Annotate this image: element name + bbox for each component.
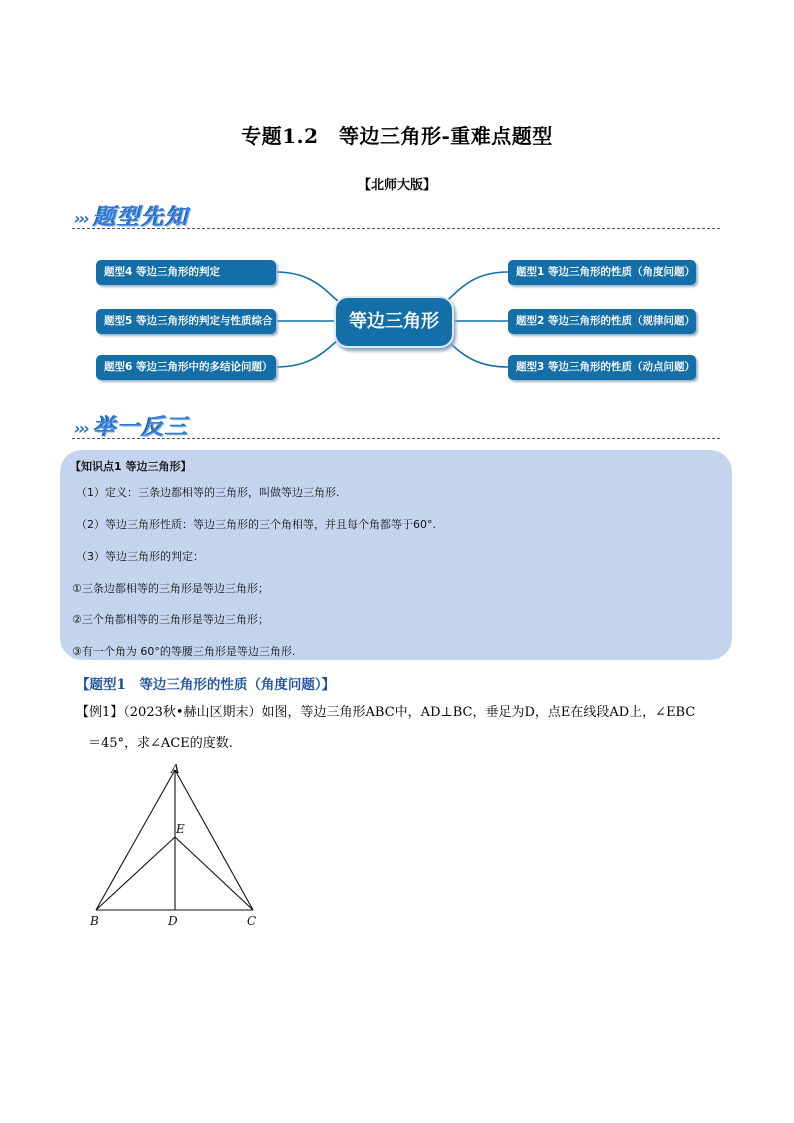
mindmap-center: 等边三角形 bbox=[334, 296, 454, 348]
knowledge-line: （3）等边三角形的判定： bbox=[76, 550, 204, 563]
mindmap-item-type2: 题型2 等边三角形的性质（规律问题） bbox=[508, 309, 696, 334]
banner-arrows-icon: ››› bbox=[74, 209, 88, 228]
practice-banner bbox=[74, 410, 189, 441]
mindmap-item-type1: 题型1 等边三角形的性质（角度问题） bbox=[508, 260, 696, 285]
divider bbox=[72, 438, 720, 439]
banner-arrows-icon: ››› bbox=[74, 419, 88, 438]
knowledge-line: （2）等边三角形性质：等边三角形的三个角相等，并且每个角都等于60°. bbox=[76, 518, 436, 531]
overview-banner-text: 题型先知 bbox=[93, 205, 190, 230]
connector-left-1 bbox=[276, 272, 345, 305]
knowledge-line: ①三条边都相等的三角形是等边三角形； bbox=[72, 582, 269, 595]
mindmap-item-type4: 题型4 等边三角形的判定 bbox=[96, 260, 276, 285]
example-line-1 bbox=[76, 698, 726, 728]
label-C: C bbox=[247, 914, 257, 928]
mindmap-item-type3: 题型3 等边三角形的性质（动点问题） bbox=[508, 355, 696, 380]
mindmap-item-type6: 题型6 等边三角形中的多结论问题） bbox=[96, 355, 276, 380]
segment-BE bbox=[96, 837, 175, 910]
triangle-figure bbox=[85, 760, 275, 935]
label-E: E bbox=[176, 822, 185, 836]
knowledge-title: 【知识点1 等边三角形】 bbox=[70, 460, 192, 473]
example-source: （2023秋•赫山区期末） bbox=[123, 705, 262, 720]
page-title: 专题1.2 等边三角形-重难点题型 bbox=[241, 124, 553, 148]
knowledge-line: （1）定义：三条边都相等的三角形，叫做等边三角形. bbox=[76, 486, 340, 499]
label-A: A bbox=[171, 762, 180, 776]
example-label: 【例1】 bbox=[76, 705, 124, 720]
mindmap-item-type5: 题型5 等边三角形的判定与性质综合 bbox=[96, 309, 276, 334]
label-B: B bbox=[90, 914, 99, 928]
practice-banner-text: 举一反三 bbox=[93, 415, 190, 440]
label-D: D bbox=[168, 914, 178, 928]
edition-label: 【北师大版】 bbox=[357, 178, 436, 193]
example-line-2: ＝45°，求∠ACE的度数. bbox=[88, 736, 233, 751]
knowledge-line: ③有一个角为 60°的等腰三角形是等边三角形. bbox=[72, 645, 296, 658]
question-type-title: 【题型1 等边三角形的性质（角度问题）】 bbox=[76, 677, 336, 693]
example-text: 如图，等边三角形ABC中，AD⊥BC，垂足为D，点E在线段AD上，∠EBC bbox=[261, 705, 696, 720]
segment-CE bbox=[175, 837, 253, 910]
segment-AC bbox=[175, 770, 253, 910]
segment-AB bbox=[96, 770, 175, 910]
knowledge-line: ②三个角都相等的三角形是等边三角形； bbox=[72, 613, 269, 626]
connector-left-3 bbox=[276, 336, 345, 367]
